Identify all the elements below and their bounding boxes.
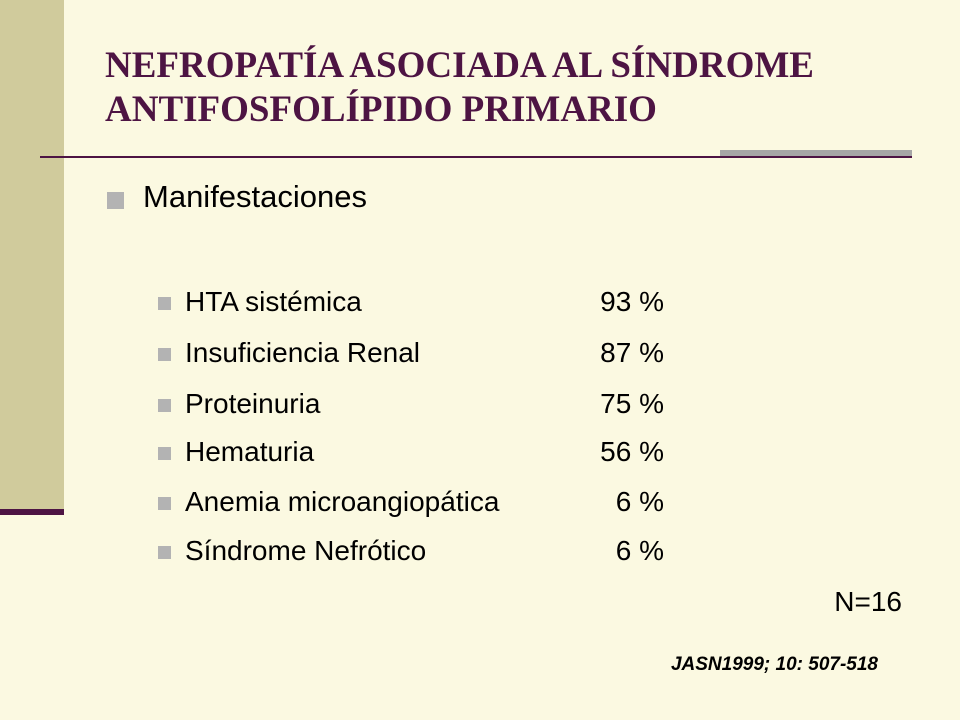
- item-value: 6 %: [615, 486, 664, 517]
- list-item: [0, 384, 960, 430]
- item-value: 6 %: [615, 535, 664, 566]
- item-label: Insuficiencia Renal: [185, 337, 421, 368]
- item-label: Síndrome Nefrótico: [185, 535, 427, 566]
- title-line-2: ANTIFOSFOLÍPIDO PRIMARIO: [105, 89, 657, 130]
- bullet-icon: [158, 546, 171, 559]
- slide-title: [105, 44, 925, 132]
- item-label: Anemia microangiopática: [185, 486, 500, 517]
- list-item: [0, 482, 960, 528]
- bullet-icon: [158, 399, 171, 412]
- title-line-1: NEFROPATÍA ASOCIADA AL SÍNDROME: [105, 45, 814, 86]
- item-value: 75 %: [600, 388, 664, 419]
- bullet-icon: [158, 297, 171, 310]
- bullet-icon: [158, 497, 171, 510]
- level1-bullet-icon: [107, 192, 124, 209]
- item-value: 93 %: [600, 286, 664, 317]
- bullet-icon: [158, 348, 171, 361]
- list-item: [0, 432, 960, 478]
- list-item: [0, 531, 960, 577]
- list-item: [0, 282, 960, 328]
- reference-citation: JASN1999; 10: 507-518: [670, 654, 878, 675]
- item-label: Proteinuria: [185, 388, 321, 419]
- title-divider: [40, 156, 912, 158]
- section-heading: Manifestaciones: [143, 179, 368, 214]
- bullet-icon: [158, 447, 171, 460]
- item-value: 56 %: [600, 436, 664, 467]
- list-item: [0, 333, 960, 379]
- item-value: 87 %: [600, 337, 664, 368]
- item-label: HTA sistémica: [185, 286, 362, 317]
- sample-size: N=16: [834, 586, 902, 617]
- item-label: Hematuria: [185, 436, 315, 467]
